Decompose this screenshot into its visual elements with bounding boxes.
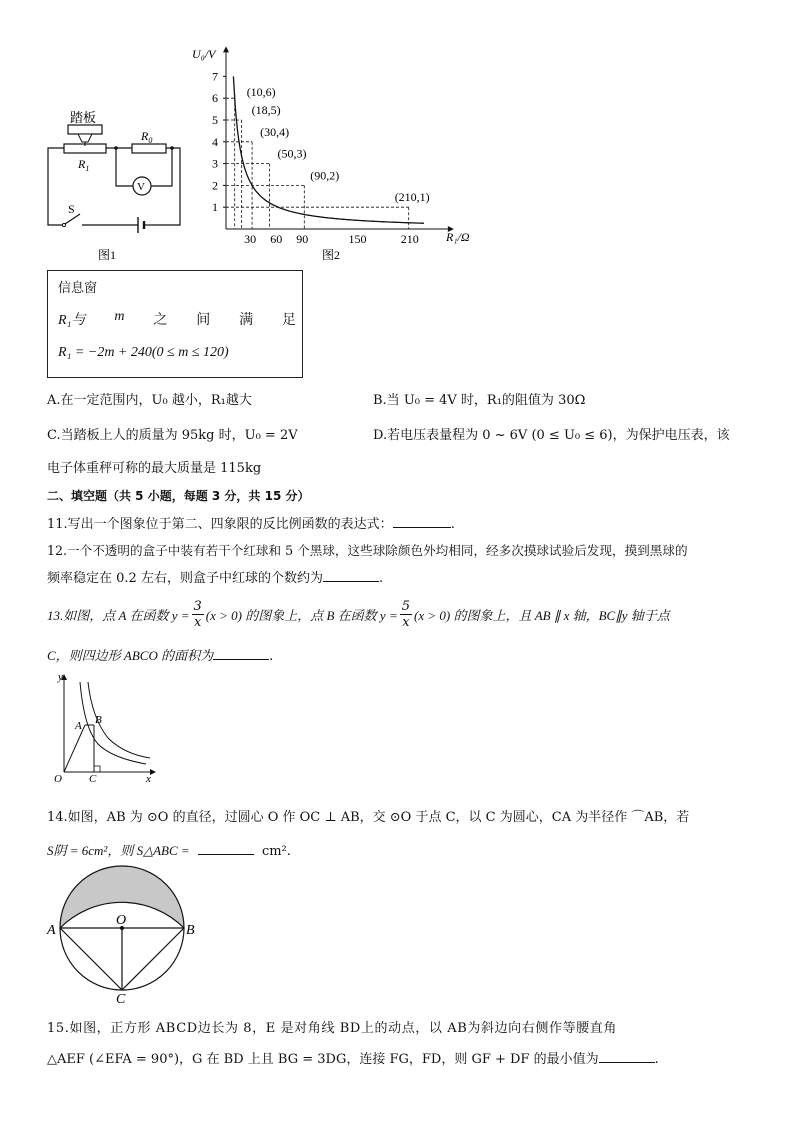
q13-text-2: (x > 0) 的图象上，点 B 在函数 y =	[205, 607, 398, 623]
point-label: (10,6)	[246, 85, 276, 100]
svg-text:R1	[77, 157, 89, 173]
y-axis-label: U₀/V	[192, 47, 216, 61]
switch-label: S	[68, 202, 75, 216]
answer-blank-14	[198, 842, 254, 855]
q13-fig-o: O	[54, 773, 62, 785]
pedal-label: 踏板	[70, 110, 97, 125]
r1-sub: 1	[85, 164, 90, 173]
option-d-line-1: D.若电压表量程为 0 ~ 6V (0 ≤ U₀ ≤ 6)，为保护电压表，该	[373, 428, 730, 443]
x-tick-label: 90	[296, 232, 309, 246]
q13-text-1: 13.如图，点 A 在函数 y =	[47, 607, 190, 623]
q13-frac2-num: 5	[401, 598, 410, 614]
y-tick-label: 2	[212, 178, 218, 193]
svg-text:R0	[140, 129, 152, 145]
q13-frac1-den: x	[193, 614, 202, 630]
question-14-figure	[44, 860, 204, 1005]
question-15-line-1: 15.如图，正方形 ABCD边长为 8，E 是对角线 BD上的动点，以 AB为斜边向右侧作等腰直角	[47, 1021, 617, 1036]
point-label: (210,1)	[394, 190, 430, 205]
r0-sub: 0	[148, 136, 153, 145]
answer-blank-12	[323, 569, 379, 582]
question-14-line-2	[47, 840, 291, 859]
figure-2-graph	[188, 40, 488, 265]
question-13-line-1	[47, 594, 670, 634]
question-12-line-1: 12.一个不透明的盒子中装有若干个红球和 5 个黑球，这些球除颜色外均相同，经多次摸球试验后发现，摸到黑球的	[47, 543, 688, 558]
option-a: A.在一定范围内，U₀ 越小，R₁越大	[47, 393, 252, 408]
r1-label: R	[78, 157, 86, 171]
x-tick-label: 150	[348, 232, 367, 246]
info-line-1-w3: 间	[196, 312, 211, 328]
x-axis-label: R₁/Ω	[446, 230, 470, 244]
info-line-2: R₁ = −2m + 240(0 ≤ m ≤ 120)	[58, 345, 229, 360]
x-tick-label: 30	[244, 232, 257, 246]
figure-2-caption: 图2	[322, 248, 341, 262]
question-14-line-1: 14.如图，AB 为 ⊙O 的直径，过圆心 O 作 OC ⊥ AB，交 ⊙O 于点 C，以 C 为圆心，CA 为半径作 ⌒AB，若	[47, 810, 690, 825]
y-tick-label: 3	[212, 156, 218, 171]
question-11-text: 11.写出一个图象位于第二、四象限的反比例函数的表达式：	[47, 517, 393, 532]
q14-fig-b: B	[186, 923, 195, 938]
y-axis-arrow	[223, 46, 229, 52]
point-label: (50,3)	[277, 146, 307, 161]
question-15-text-b: △AEF (∠EFA = 90°)，G 在 BD 上且 BG = 3DG，连接 FG，FD，则 GF + DF 的最小值为	[47, 1052, 599, 1067]
q14-fig-c: C	[116, 992, 126, 1005]
y-tick-label: 4	[212, 134, 218, 149]
y-tick-label: 1	[212, 200, 218, 215]
question-13-figure	[50, 668, 160, 786]
answer-blank-13	[213, 647, 269, 660]
info-title: 信息窗	[58, 281, 98, 296]
option-b: B.当 U₀ = 4V 时，R₁的阻值为 30Ω	[373, 393, 586, 408]
voltmeter-label: V	[137, 181, 145, 193]
point-label: (18,5)	[251, 103, 281, 117]
answer-blank-11	[393, 515, 451, 528]
info-line-1-w2: 之	[153, 312, 168, 328]
q13-fig-c: C	[89, 773, 97, 785]
question-12-text: 频率稳定在 0.2 左右，则盒子中红球的个数约为	[47, 571, 323, 586]
question-12-line-2: 频率稳定在 0.2 左右，则盒子中红球的个数约为 .	[47, 571, 384, 586]
q13-fig-b: B	[95, 714, 102, 726]
section-header: 二、填空题（共 5 小题，每题 3 分，共 15 分）	[47, 489, 310, 503]
q13-fig-x: x	[146, 773, 151, 785]
question-11: 11.写出一个图象位于第二、四象限的反比例函数的表达式： .	[47, 517, 455, 532]
info-line-1-w1: m	[114, 309, 125, 324]
figure-1-circuit	[40, 100, 200, 265]
answer-blank-15	[599, 1050, 655, 1063]
r0-label: R	[141, 129, 149, 143]
q13-fig-a: A	[75, 720, 82, 732]
info-line-1-w0: R₁与	[58, 313, 86, 328]
y-tick-label: 5	[212, 113, 218, 127]
info-box	[47, 270, 303, 378]
info-line-1-w4: 满	[239, 312, 254, 328]
q13-frac1-num: 3	[193, 598, 202, 614]
question-15-line-2: △AEF (∠EFA = 90°)，G 在 BD 上且 BG = 3DG，连接 FG，FD，则 GF + DF 的最小值为 .	[47, 1052, 659, 1067]
figure-1-caption: 图1	[98, 248, 117, 262]
question-13-line-2: C，则四边形 ABCO 的面积为 .	[47, 648, 274, 664]
point-label: (30,4)	[260, 124, 290, 139]
option-d-line-2: 电子体重秤可称的最大质量是 115kg	[47, 461, 262, 476]
q13-text-3: (x > 0) 的图象上，且 AB ∥ x 轴，BC∥y 轴于点	[414, 607, 670, 623]
question-14-text-b1: S阴 = 6cm²，则 S△ABC =	[47, 843, 190, 858]
q14-fig-o: O	[116, 913, 127, 928]
q13-frac2-den: x	[402, 614, 410, 630]
q13-fraction-2	[400, 599, 412, 630]
y-tick-label: 7	[212, 69, 218, 84]
info-line-1	[58, 309, 296, 329]
point-label: (90,2)	[310, 168, 340, 183]
question-14-text-b2: cm².	[261, 844, 291, 859]
question-13-text-b: C，则四边形 ABCO 的面积为	[47, 648, 214, 663]
option-c: C.当踏板上人的质量为 95kg 时，U₀ = 2V	[47, 428, 298, 443]
q13-fraction-1	[192, 599, 204, 630]
q13-fig-y: y	[58, 671, 63, 683]
info-line-1-w5: 足	[282, 312, 296, 328]
x-tick-label: 210	[400, 232, 419, 246]
x-tick-label: 60	[270, 232, 283, 246]
y-tick-label: 6	[212, 91, 218, 106]
q14-fig-a: A	[47, 923, 56, 938]
